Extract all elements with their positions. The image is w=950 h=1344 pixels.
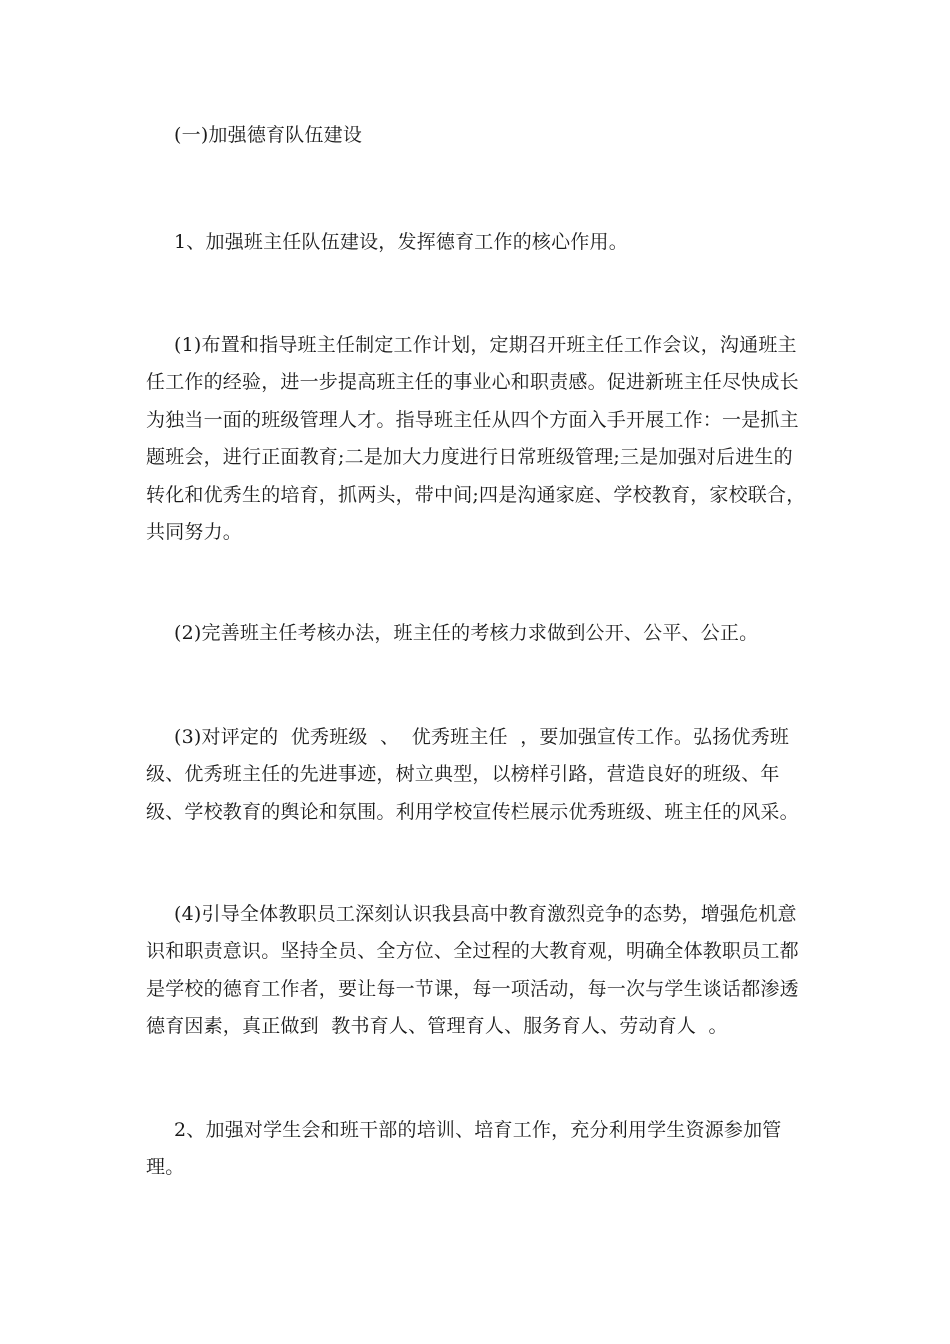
paragraph-3: (3)对评定的 优秀班级 、 优秀班主任 ，要加强宣传工作。弘扬优秀班级、优秀班主任的先进事迹，树立典型，以榜样引路，营造良好的班级、年级、学校教育的舆论和氛围。利用学校宣传栏展示优秀班级、班主任的风采。 [146, 726, 799, 823]
item-2-heading: 2、加强对学生会和班干部的培训、培育工作，充分利用学生资源参加管理。 [146, 1119, 782, 1179]
item-1-heading: 1、加强班主任队伍建设，发挥德育工作的核心作用。 [174, 231, 628, 253]
paragraph-1: (1)布置和指导班主任制定工作计划，定期召开班主任工作会议，沟通班主任工作的经验，进一步提高班主任的事业心和职责感。促进新班主任尽快成长为独当一面的班级管理人才。指导班主任从四个方面入手开展工作：一是抓主题班会，进行正面教育;二是加大力度进行日常班级管理;三是加强对后进生的转化和优秀生的培育，抓两头，带中间;四是沟通家庭、学校教育，家校联合，共同努力。 [146, 334, 806, 544]
section-heading: (一)加强德育队伍建设 [174, 124, 363, 146]
paragraph-4: (4)引导全体教职员工深刻认识我县高中教育激烈竞争的态势，增强危机意识和职责意识。坚持全员、全方位、全过程的大教育观，明确全体教职员工都是学校的德育工作者，要让每一节课，每一项活动，每一次与学生谈话都渗透德育因素，真正做到 教书育人、管理育人、服务育人、劳动育人 。 [146, 903, 799, 1038]
paragraph-2: (2)完善班主任考核办法，班主任的考核力求做到公开、公平、公正。 [174, 622, 759, 644]
